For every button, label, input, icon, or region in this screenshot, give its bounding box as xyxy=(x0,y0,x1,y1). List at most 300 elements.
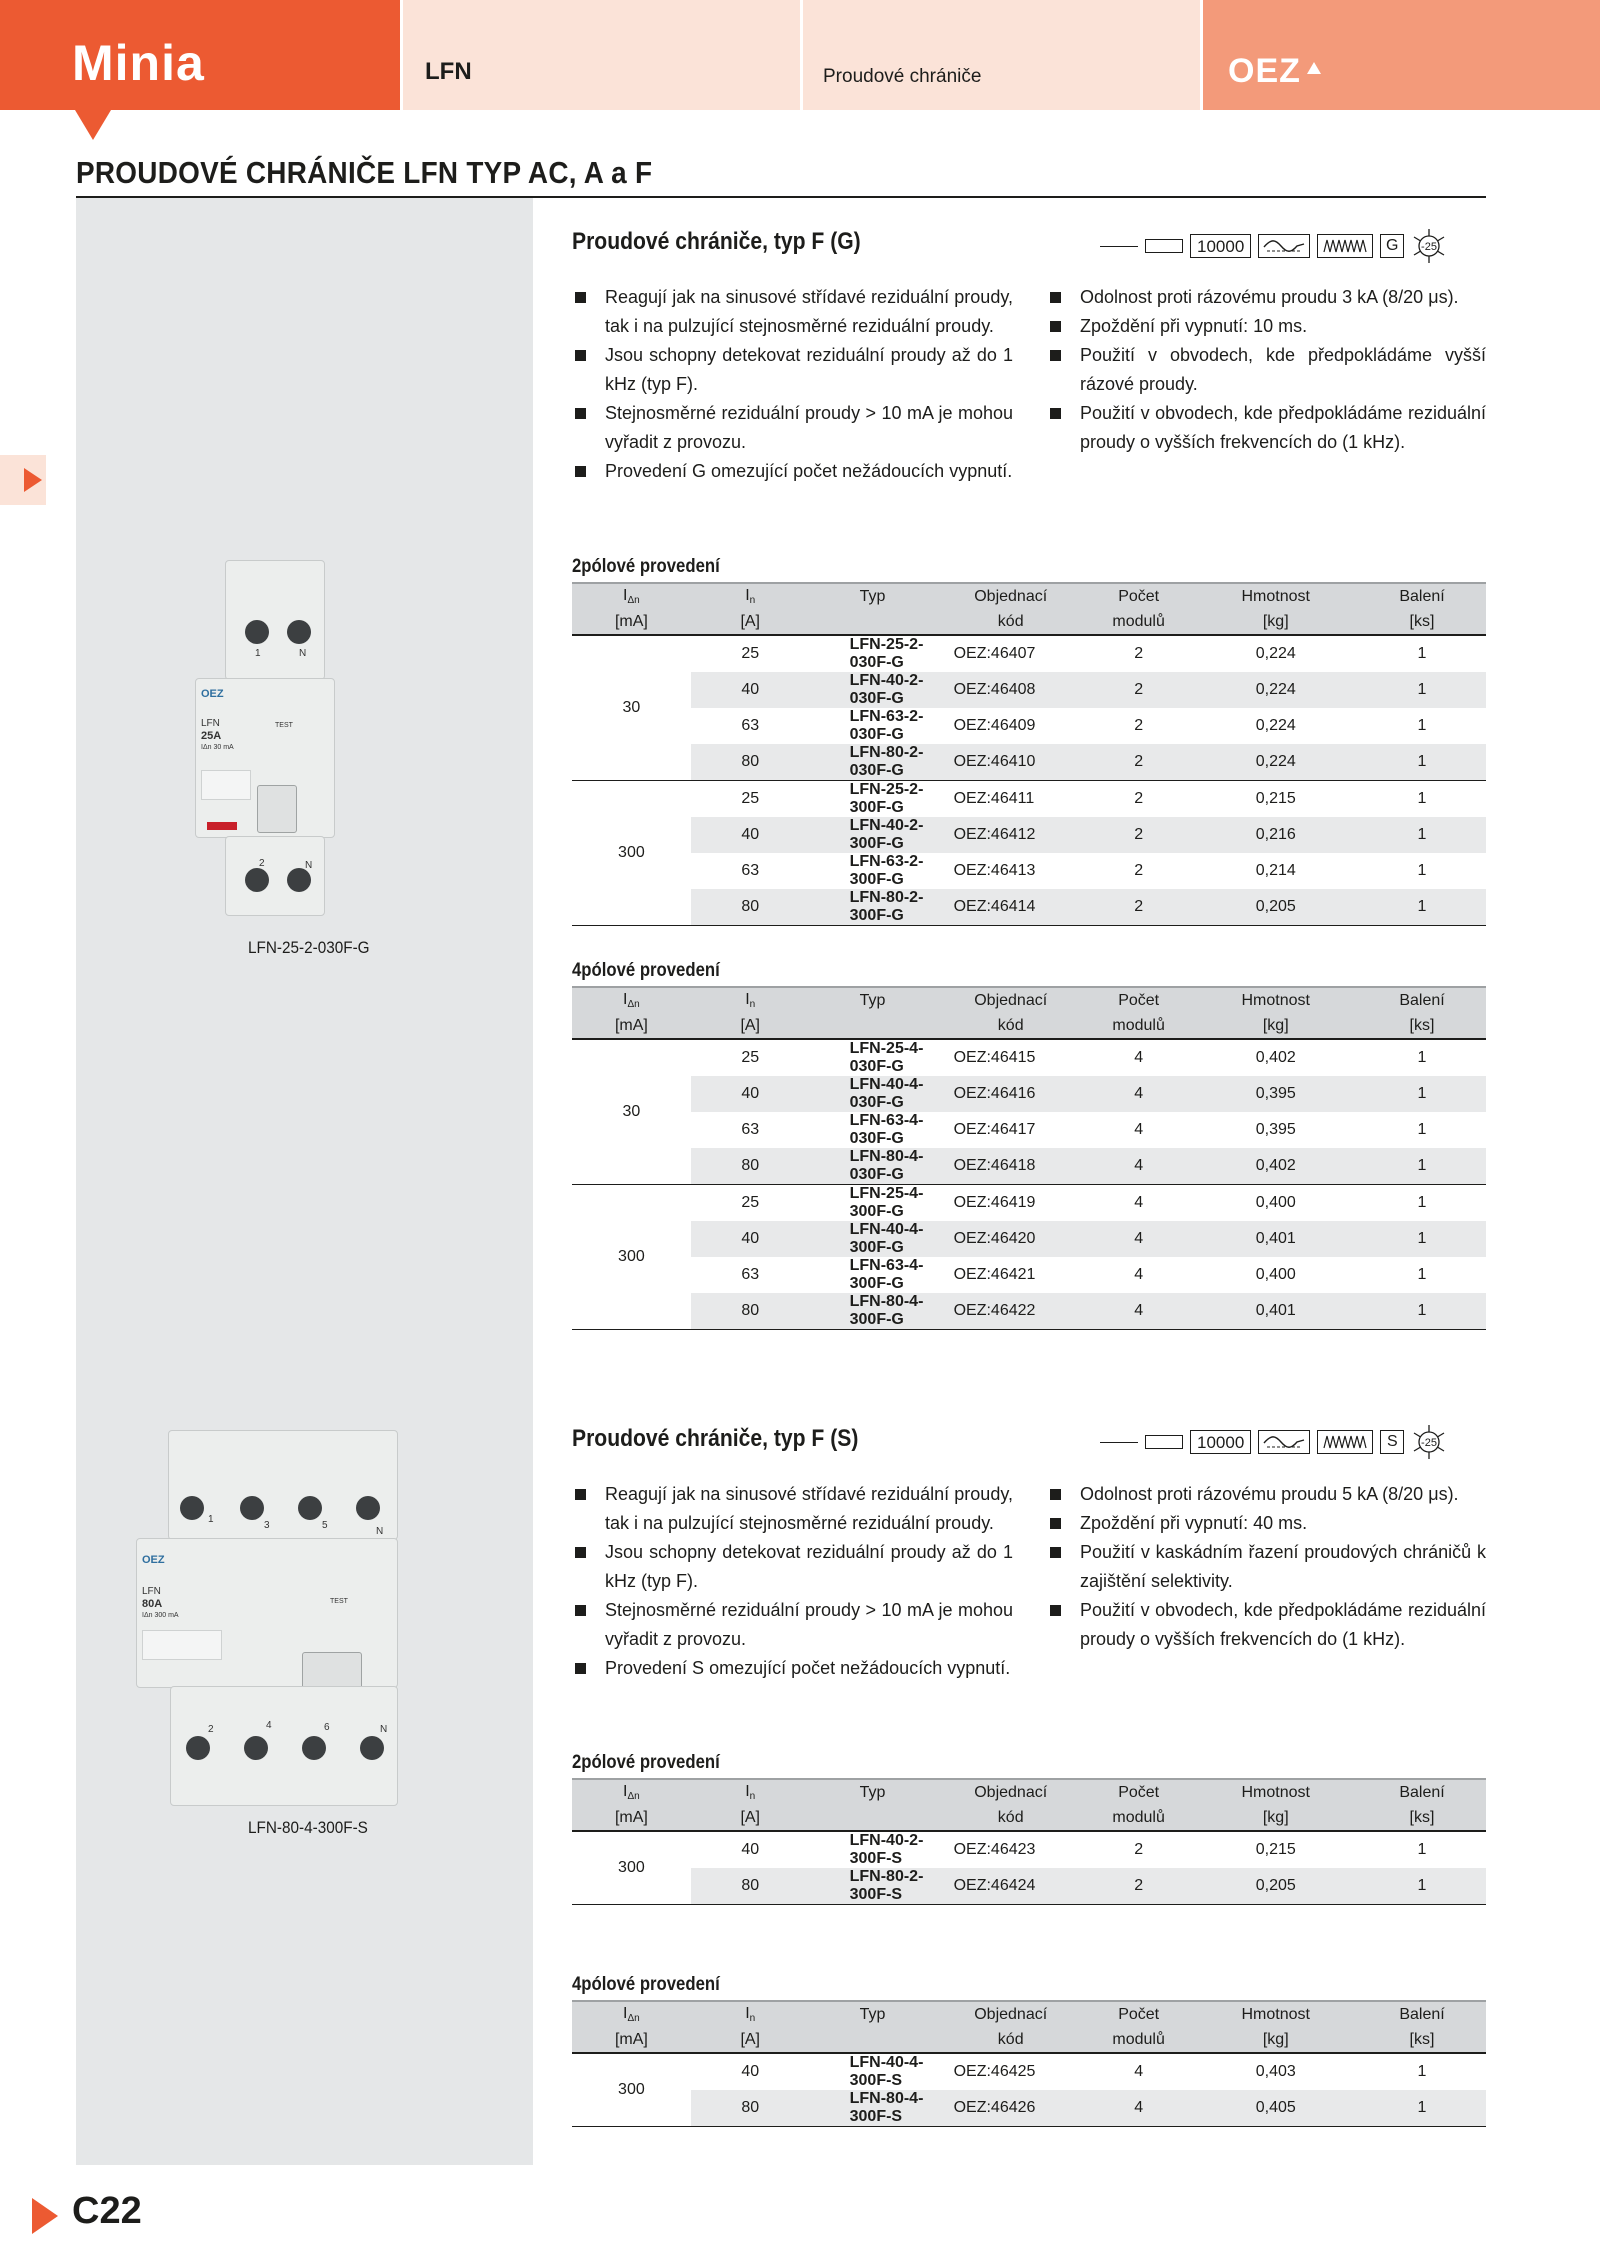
column-header xyxy=(1358,2001,1486,2027)
header-text: I xyxy=(623,1783,628,1800)
product-image-2pole xyxy=(195,560,335,920)
table-cell: OEZ:46423 xyxy=(953,1841,1036,1858)
table-cell: 80 xyxy=(691,2090,810,2127)
wave-icon xyxy=(1258,234,1310,258)
table-cell: 0,395 xyxy=(1193,1076,1358,1112)
idn-cell: 300 xyxy=(572,1831,691,1905)
table-cell: 0,224 xyxy=(1193,672,1358,708)
page-number: C22 xyxy=(72,2190,142,2232)
table-cell: 0,401 xyxy=(1193,1293,1358,1330)
table-cell: 1 xyxy=(1358,1076,1486,1112)
table-cell: 4 xyxy=(1134,1266,1144,1283)
table-cell: 1 xyxy=(1358,889,1486,926)
header-text: [mA] xyxy=(614,1808,648,1826)
column-header xyxy=(938,1013,1084,1039)
table-cell: 4 xyxy=(1134,2063,1144,2080)
header-product-line xyxy=(400,0,800,110)
table-row xyxy=(572,744,1486,781)
terminal-label: N xyxy=(380,1724,388,1735)
table-row xyxy=(572,708,1486,744)
table-cell: OEZ:46415 xyxy=(953,1049,1036,1066)
table-cell: 80 xyxy=(691,1868,810,1905)
header-text: Typ xyxy=(859,991,886,1009)
column-header xyxy=(810,1805,938,1831)
brand-block xyxy=(0,0,400,110)
spec-table-4pole-s xyxy=(572,2000,1486,2127)
column-header xyxy=(1193,1013,1358,1039)
column-header xyxy=(1193,2027,1358,2053)
header-text: Hmotnost xyxy=(1241,1783,1310,1801)
image-caption-s: LFN-80-4-300F-S xyxy=(248,1818,368,1837)
header-text: I xyxy=(623,587,628,604)
bullets-right-s xyxy=(1050,1480,1486,1654)
table-cell: OEZ:46411 xyxy=(953,790,1035,807)
header-text: Objednací xyxy=(974,2005,1048,2023)
logo-triangle-icon xyxy=(1307,62,1321,74)
header-text: Balení xyxy=(1399,991,1445,1009)
column-header xyxy=(572,2027,691,2053)
column-header xyxy=(938,1779,1084,1805)
table-cell: 40 xyxy=(691,1221,810,1257)
column-header xyxy=(1358,583,1486,609)
bullet-item: Použití v kaskádním řazení proudových chráničů k zajištění selektivity. xyxy=(1050,1538,1486,1596)
table-header-row xyxy=(572,1805,1486,1831)
table-cell: 1 xyxy=(1417,1266,1427,1283)
header-text: [ks] xyxy=(1409,1808,1435,1826)
bullets-left-g xyxy=(575,283,1013,486)
header-text: Počet xyxy=(1118,587,1160,605)
table-cell: 2 xyxy=(1134,790,1144,807)
table-cell: OEZ:46409 xyxy=(953,717,1036,734)
header-text: modulů xyxy=(1112,1808,1165,1826)
side-tab-marker xyxy=(0,455,46,505)
table-row xyxy=(572,635,1486,672)
bullet-item: Zpoždění při vypnutí: 10 ms. xyxy=(1050,312,1486,341)
table-cell: 2 xyxy=(1084,817,1194,853)
table-cell: 80 xyxy=(691,1293,810,1330)
bullet-item: Provedení G omezující počet nežádoucích vypnutí. xyxy=(575,457,1013,486)
column-header xyxy=(938,987,1084,1013)
table-row xyxy=(572,781,1486,818)
header-text: n xyxy=(749,595,756,606)
column-header xyxy=(1193,583,1358,609)
bullet-item: Reagují jak na sinusové střídavé reziduální proudy, tak i na pulzující stejnosměrné reziduální proudy. xyxy=(575,283,1013,341)
column-header xyxy=(691,609,810,635)
table-cell: 25 xyxy=(741,645,760,662)
column-header xyxy=(1193,987,1358,1013)
table-cell: OEZ:46408 xyxy=(938,672,1084,708)
table-cell: 80 xyxy=(691,1148,810,1185)
column-header xyxy=(1084,987,1194,1013)
terminal-label: N xyxy=(299,648,307,659)
snowflake-temp-icon xyxy=(1411,1424,1447,1460)
table-cell: LFN-25-4-300F-G xyxy=(849,1185,924,1220)
header-text: Objednací xyxy=(974,1783,1048,1801)
table-cell: 1 xyxy=(1358,1293,1486,1330)
table-cell: LFN-63-4-300F-G xyxy=(849,1257,924,1292)
table-cell: 1 xyxy=(1358,744,1486,781)
table-row xyxy=(572,1221,1486,1257)
terminal-label: N xyxy=(376,1526,384,1537)
spec-table-2pole-s xyxy=(572,1778,1486,1905)
table-cell: 40 xyxy=(741,1841,760,1858)
symbol-strip-s xyxy=(1100,1424,1447,1460)
column-header xyxy=(810,1013,938,1039)
bullet-item: Zpoždění při vypnutí: 40 ms. xyxy=(1050,1509,1486,1538)
bullet-item: Reagují jak na sinusové střídavé reziduální proudy, tak i na pulzující stejnosměrné reziduální proudy. xyxy=(575,1480,1013,1538)
category-label: Proudové chrániče xyxy=(823,66,982,87)
column-header xyxy=(810,1779,938,1805)
table-cell: 80 xyxy=(691,889,810,926)
table-cell: 1 xyxy=(1417,2063,1427,2080)
column-header xyxy=(691,987,810,1013)
terminal-label: 3 xyxy=(264,1520,270,1531)
table-row xyxy=(572,672,1486,708)
table-cell: 4 xyxy=(1084,1148,1194,1185)
header-text: Δn xyxy=(627,1791,640,1802)
table-cell: LFN-80-4-300F-G xyxy=(810,1293,938,1330)
product-line-label: LFN xyxy=(425,58,472,85)
column-header xyxy=(691,1779,810,1805)
bullet-item: Jsou schopny detekovat reziduální proudy až do 1 kHz (typ F). xyxy=(575,341,1013,399)
table-cell: 0,214 xyxy=(1255,862,1296,879)
idn-cell: 30 xyxy=(572,635,691,781)
table-cell: 1 xyxy=(1358,1148,1486,1185)
table-cell: 1 xyxy=(1417,1121,1427,1138)
column-header xyxy=(1084,1805,1194,1831)
column-header xyxy=(1358,1805,1486,1831)
table-cell: 0,400 xyxy=(1255,1266,1296,1283)
header-text: Balení xyxy=(1399,1783,1445,1801)
header-text: [kg] xyxy=(1262,2030,1289,2048)
header-text: I xyxy=(623,991,628,1008)
brand-name: Minia xyxy=(72,35,205,91)
bullet-item: Použití v obvodech, kde předpokládáme reziduální proudy o vyšších frekvencích do (1 kHz). xyxy=(1050,399,1486,457)
header-text: Hmotnost xyxy=(1241,2005,1310,2023)
table-row xyxy=(572,1831,1486,1868)
table-cell: 4 xyxy=(1084,1293,1194,1330)
bullet-item: Použití v obvodech, kde předpokládáme vyšší rázové proudy. xyxy=(1050,341,1486,399)
header-text: n xyxy=(749,1791,756,1802)
column-header xyxy=(1193,1779,1358,1805)
header-text: [kg] xyxy=(1262,1016,1289,1034)
table-cell: 25 xyxy=(741,1049,760,1066)
table-row xyxy=(572,889,1486,926)
fuse-icon xyxy=(1145,239,1183,253)
table-cell: 4 xyxy=(1134,1194,1144,1211)
table-header-row xyxy=(572,1779,1486,1805)
table-cell: 0,395 xyxy=(1255,1121,1296,1138)
table-cell: 0,403 xyxy=(1255,2063,1296,2080)
table-cell: 0,215 xyxy=(1255,790,1296,807)
table-cell: 0,205 xyxy=(1193,889,1358,926)
table-cell: 1 xyxy=(1417,862,1427,879)
column-header xyxy=(1193,609,1358,635)
table-cell: 2 xyxy=(1134,645,1144,662)
table-cell: 63 xyxy=(741,862,760,879)
subheading-4pole-s: 4pólové provedení xyxy=(572,1974,720,1995)
column-header xyxy=(572,1805,691,1831)
table-cell: 0,402 xyxy=(1255,1049,1296,1066)
table-cell: OEZ:46418 xyxy=(938,1148,1084,1185)
header-text: Objednací xyxy=(974,587,1048,605)
header-text: Typ xyxy=(859,1783,886,1801)
section-title-s: Proudové chrániče, typ F (S) xyxy=(572,1425,859,1452)
bullet-item: Odolnost proti rázovému proudu 5 kA (8/20 μs). xyxy=(1050,1480,1486,1509)
bullet-item: Jsou schopny detekovat reziduální proudy až do 1 kHz (typ F). xyxy=(575,1538,1013,1596)
table-header-row xyxy=(572,1013,1486,1039)
header-text: modulů xyxy=(1112,1016,1165,1034)
coil-icon xyxy=(1317,234,1373,258)
table-cell: 4 xyxy=(1134,1049,1144,1066)
header-text: [kg] xyxy=(1262,1808,1289,1826)
table-cell: 0,215 xyxy=(1255,1841,1296,1858)
table-cell: 40 xyxy=(691,1076,810,1112)
header-text: Počet xyxy=(1118,1783,1160,1801)
symbol-line xyxy=(1100,1442,1138,1443)
footer-arrow-icon xyxy=(32,2198,58,2234)
table-cell: LFN-80-2-300F-S xyxy=(810,1868,938,1905)
bullet-item: Použití v obvodech, kde předpokládáme reziduální proudy o vyšších frekvencích do (1 kHz). xyxy=(1050,1596,1486,1654)
header-text: [mA] xyxy=(614,612,648,630)
page-title: PROUDOVÉ CHRÁNIČE LFN TYP AC, A a F xyxy=(76,155,653,190)
table-cell: 1 xyxy=(1417,645,1427,662)
header-text: kód xyxy=(997,1016,1024,1034)
column-header xyxy=(1084,1013,1194,1039)
table-cell: 25 xyxy=(741,790,760,807)
table-cell: LFN-80-2-030F-G xyxy=(810,744,938,781)
table-row xyxy=(572,1076,1486,1112)
table-cell: OEZ:46413 xyxy=(953,862,1036,879)
temp-label: -25 xyxy=(1421,241,1438,253)
image-panel xyxy=(76,198,533,2165)
table-row xyxy=(572,1257,1486,1293)
table-row xyxy=(572,1293,1486,1330)
symbol-strip-g xyxy=(1100,228,1447,264)
column-header xyxy=(938,1805,1084,1831)
table-cell: OEZ:46425 xyxy=(953,2063,1036,2080)
table-row xyxy=(572,853,1486,889)
header-text: [ks] xyxy=(1409,612,1435,630)
table-cell: 1 xyxy=(1358,672,1486,708)
header-logo-cell xyxy=(1200,0,1600,110)
column-header xyxy=(1084,2027,1194,2053)
table-cell: 1 xyxy=(1417,790,1427,807)
type-letter-box: G xyxy=(1380,234,1404,258)
table-cell: 1 xyxy=(1358,1221,1486,1257)
header-text: [ks] xyxy=(1409,1016,1435,1034)
table-cell: 25 xyxy=(741,1194,760,1211)
table-cell: OEZ:46417 xyxy=(953,1121,1036,1138)
terminal-label: 4 xyxy=(266,1720,272,1731)
table-cell: 4 xyxy=(1084,2090,1194,2127)
table-cell: LFN-80-4-300F-S xyxy=(810,2090,938,2127)
table-header-row xyxy=(572,609,1486,635)
terminal-label: N xyxy=(305,860,313,871)
table-cell: LFN-40-2-300F-G xyxy=(810,817,938,853)
table-cell: LFN-80-4-030F-G xyxy=(810,1148,938,1185)
type-letter-box: S xyxy=(1380,1430,1404,1454)
idn-cell: 300 xyxy=(572,1185,691,1330)
table-cell: 0,224 xyxy=(1255,645,1296,662)
table-cell: 0,405 xyxy=(1193,2090,1358,2127)
table-row xyxy=(572,1185,1486,1222)
column-header xyxy=(810,609,938,635)
table-header-row xyxy=(572,2001,1486,2027)
header-text: [mA] xyxy=(614,2030,648,2048)
column-header xyxy=(691,2001,810,2027)
table-cell: 0,402 xyxy=(1193,1148,1358,1185)
table-cell: OEZ:46421 xyxy=(953,1266,1036,1283)
header-text: Typ xyxy=(859,587,886,605)
column-header xyxy=(1193,2001,1358,2027)
header-text: kód xyxy=(997,1808,1024,1826)
column-header xyxy=(572,1013,691,1039)
column-header xyxy=(691,1013,810,1039)
table-cell: LFN-25-2-300F-G xyxy=(849,781,924,816)
column-header xyxy=(938,2027,1084,2053)
column-header xyxy=(810,583,938,609)
device-logo: OEZ xyxy=(142,1554,165,1566)
table-cell: 0,224 xyxy=(1193,744,1358,781)
table-cell: OEZ:46426 xyxy=(938,2090,1084,2127)
table-cell: 1 xyxy=(1417,717,1427,734)
table-cell: 2 xyxy=(1134,862,1144,879)
column-header xyxy=(938,2001,1084,2027)
table-cell: 0,205 xyxy=(1193,1868,1358,1905)
column-header xyxy=(572,987,691,1013)
header-text: I xyxy=(745,2005,750,2022)
header-text: Počet xyxy=(1118,991,1160,1009)
table-cell: 2 xyxy=(1084,889,1194,926)
device-model: LFN xyxy=(201,718,220,729)
table-cell: 2 xyxy=(1134,1841,1144,1858)
table-row xyxy=(572,1148,1486,1185)
device-logo: OEZ xyxy=(201,688,224,700)
bullets-left-s xyxy=(575,1480,1013,1683)
table-cell: OEZ:46412 xyxy=(938,817,1084,853)
column-header xyxy=(1084,2001,1194,2027)
column-header xyxy=(810,987,938,1013)
header-text: Δn xyxy=(627,999,640,1010)
table-cell: 63 xyxy=(741,1121,760,1138)
table-cell: 0,224 xyxy=(1255,717,1296,734)
table-cell: 63 xyxy=(741,1266,760,1283)
column-header xyxy=(1193,1805,1358,1831)
header-text: [A] xyxy=(740,612,760,630)
header-text: Typ xyxy=(859,2005,886,2023)
header-text: Hmotnost xyxy=(1241,991,1310,1009)
column-header xyxy=(572,2001,691,2027)
table-row xyxy=(572,817,1486,853)
column-header xyxy=(810,2027,938,2053)
image-caption-g: LFN-25-2-030F-G xyxy=(248,938,370,957)
idn-cell: 300 xyxy=(572,781,691,926)
table-cell: 1 xyxy=(1417,1049,1427,1066)
column-header xyxy=(691,583,810,609)
table-cell: 4 xyxy=(1134,1121,1144,1138)
temp-label: -25 xyxy=(1421,1437,1438,1449)
table-cell: 2 xyxy=(1084,672,1194,708)
table-cell: OEZ:46424 xyxy=(938,1868,1084,1905)
bullet-item: Stejnosměrné reziduální proudy > 10 mA je mohou vyřadit z provozu. xyxy=(575,1596,1013,1654)
table-row xyxy=(572,1112,1486,1148)
column-header xyxy=(1084,1779,1194,1805)
header-text: [A] xyxy=(740,1016,760,1034)
table-cell: 4 xyxy=(1084,1076,1194,1112)
device-model: LFN xyxy=(142,1586,161,1597)
column-header xyxy=(1358,987,1486,1013)
table-header-row xyxy=(572,987,1486,1013)
header-text: [A] xyxy=(740,2030,760,2048)
subheading-2pole-s: 2pólové provedení xyxy=(572,1752,720,1773)
column-header xyxy=(810,2001,938,2027)
table-cell: LFN-40-2-030F-G xyxy=(810,672,938,708)
product-image-4pole xyxy=(130,1430,400,1810)
terminal-label: 1 xyxy=(255,648,261,659)
header-text: Počet xyxy=(1118,2005,1160,2023)
table-cell: LFN-40-4-030F-G xyxy=(810,1076,938,1112)
spec-table-2pole-g xyxy=(572,582,1486,926)
tab-arrow-icon xyxy=(24,468,42,492)
idn-cell: 300 xyxy=(572,2053,691,2127)
column-header xyxy=(1358,609,1486,635)
header-text: kód xyxy=(997,2030,1024,2048)
table-cell: 1 xyxy=(1358,1868,1486,1905)
column-header xyxy=(691,2027,810,2053)
table-cell: LFN-40-2-300F-S xyxy=(849,1832,924,1867)
device-sensitivity: IΔn 300 mA xyxy=(142,1612,179,1619)
table-cell: 80 xyxy=(691,744,810,781)
header-text: [kg] xyxy=(1262,612,1289,630)
table-cell: LFN-63-4-030F-G xyxy=(849,1112,924,1147)
table-cell: LFN-40-4-300F-G xyxy=(810,1221,938,1257)
subheading-4pole-g: 4pólové provedení xyxy=(572,960,720,981)
header-text: I xyxy=(745,991,750,1008)
table-cell: OEZ:46419 xyxy=(953,1194,1036,1211)
oez-logo: OEZ xyxy=(1228,52,1301,90)
wave-icon xyxy=(1258,1430,1310,1454)
terminal-label: 2 xyxy=(259,858,265,869)
table-header-row xyxy=(572,2027,1486,2053)
table-cell: LFN-25-4-030F-G xyxy=(849,1040,924,1075)
table-cell: 2 xyxy=(1084,1868,1194,1905)
symbol-line xyxy=(1100,246,1138,247)
header-text: Δn xyxy=(627,595,640,606)
bullet-item: Stejnosměrné reziduální proudy > 10 mA je mohou vyřadit z provozu. xyxy=(575,399,1013,457)
header-text: modulů xyxy=(1112,2030,1165,2048)
table-cell: OEZ:46410 xyxy=(938,744,1084,781)
column-header xyxy=(1358,1779,1486,1805)
table-cell: 2 xyxy=(1134,717,1144,734)
table-cell: 0,400 xyxy=(1255,1194,1296,1211)
header-text: Δn xyxy=(627,2013,640,2024)
table-cell: LFN-63-2-030F-G xyxy=(849,708,924,743)
column-header xyxy=(1084,583,1194,609)
table-cell: OEZ:46414 xyxy=(938,889,1084,926)
table-cell: 40 xyxy=(691,817,810,853)
column-header xyxy=(1358,2027,1486,2053)
bullet-item: Provedení S omezující počet nežádoucích vypnutí. xyxy=(575,1654,1013,1683)
table-cell: 63 xyxy=(741,717,760,734)
table-cell: 1 xyxy=(1358,2090,1486,2127)
column-header xyxy=(572,609,691,635)
header-text: Hmotnost xyxy=(1241,587,1310,605)
table-row xyxy=(572,2090,1486,2127)
header-text: I xyxy=(745,587,750,604)
header-text: modulů xyxy=(1112,612,1165,630)
column-header xyxy=(1358,1013,1486,1039)
